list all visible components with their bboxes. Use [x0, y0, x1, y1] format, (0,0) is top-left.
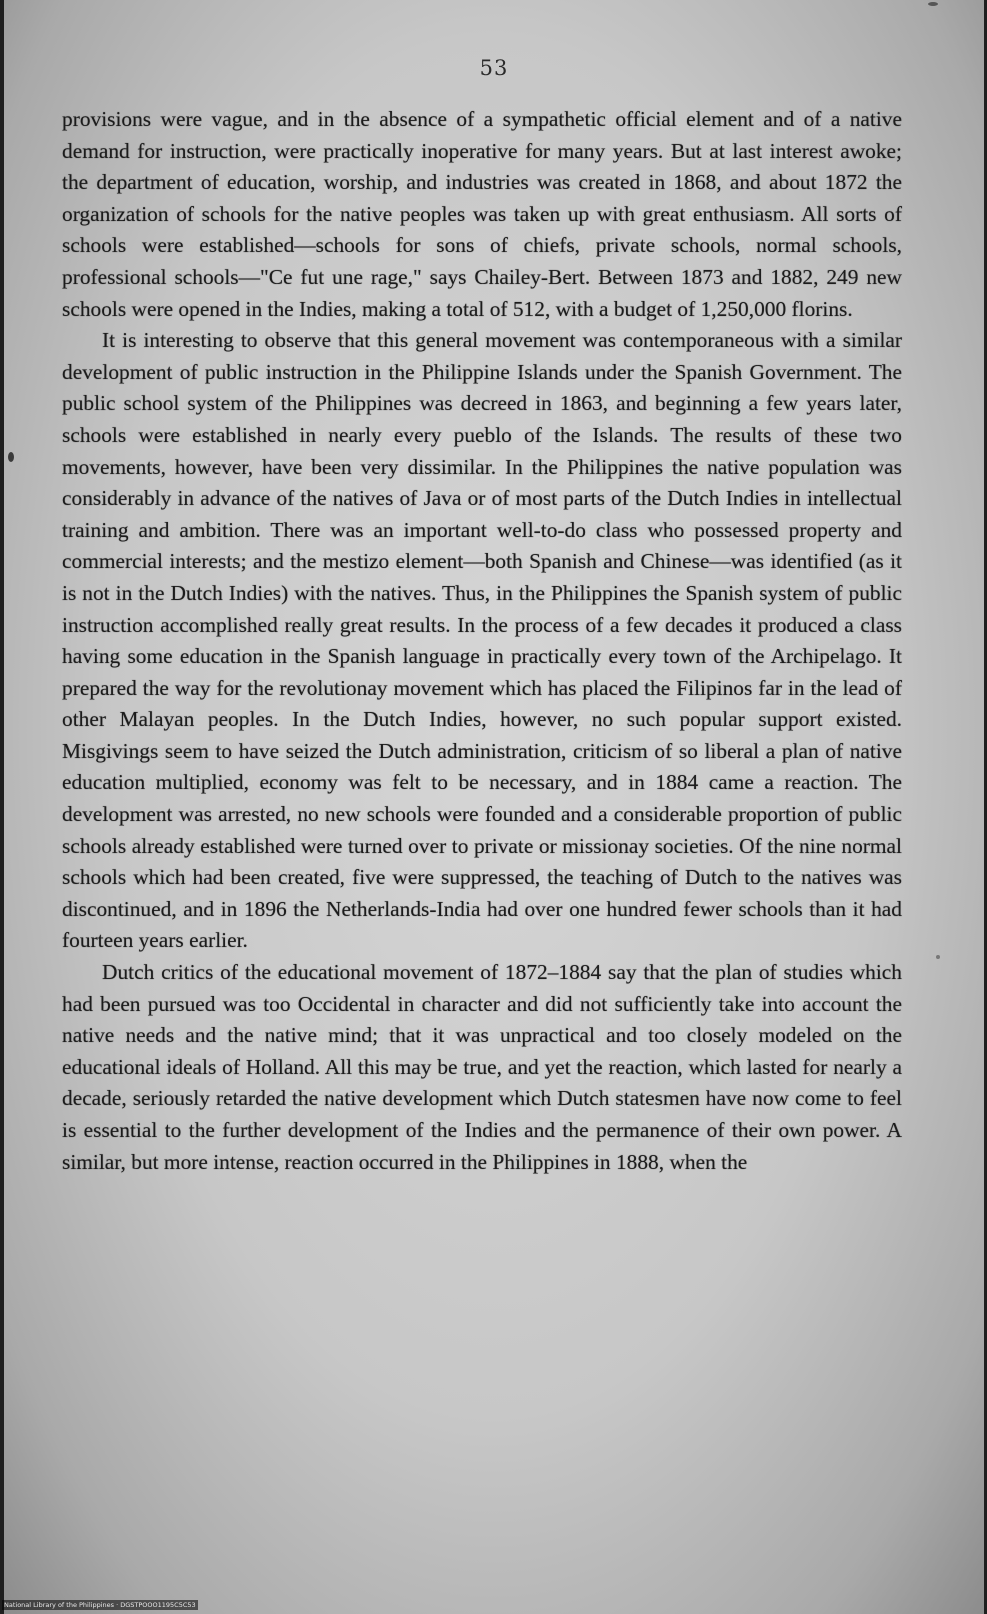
page-number: 53	[479, 56, 509, 80]
paragraph-1: provisions were vague, and in the absence of a sympathetic official element and of a native demand for instruction, were practically inoperative for many years. But at last interest awoke; the department of education, worship, and industries was created in 1868, and about 1872 the organization of schools for the native peoples was taken up with great enthusiasm. All sorts of schools were established—schools for sons of chiefs, private schools, normal schools, professional schools—"Ce fut une rage," says Chailey-Bert. Between 1873 and 1882, 249 new schools were opened in the Indies, making a total of 512, with a budget of 1,250,000 florins.	[62, 107, 902, 321]
body-text	[62, 104, 902, 1178]
scanned-page	[4, 0, 984, 1614]
paragraph-2: It is interesting to observe that this general movement was contemporaneous with a similar development of public instruction in the Philippine Islands under the Spanish Government. The public school system of the Philippines was decreed in 1863, and beginning a few years later, schools were established in nearly every pueblo of the Islands. The results of these two movements, however, have been very dissimilar. In the Philippines the native population was considerably in advance of the natives of Java or of most parts of the Dutch Indies in intellectual training and ambition. There was an important well-to-do class who possessed property and commercial interests; and the mestizo element—both Spanish and Chinese—was identified (as it is not in the Dutch Indies) with the natives. Thus, in the Philippines the Spanish system of public instruction accomplished really great results. In the process of a few decades it produced a class having some education in the Spanish language in practically every town of the Archipelago. It prepared the way for the revolutionay movement which has placed the Filipinos far in the lead of other Malayan peoples. In the Dutch Indies, however, no such popular support existed. Misgivings seem to have seized the Dutch administration, criticism of so liberal a plan of native education multiplied, economy was felt to be necessary, and in 1884 came a reaction. The development was arrested, no new schools were founded and a considerable proportion of public schools already established were turned over to private or missionay societies. Of the nine normal schools which had been created, five were suppressed, the teaching of Dutch to the natives was discontinued, and in 1896 the Netherlands-India had over one hundred fewer schools than it had fourteen years earlier.	[62, 328, 902, 953]
paragraph-3: Dutch critics of the educational movement of 1872–1884 say that the plan of studies which had been pursued was too Occidental in character and did not sufficiently take into account the native needs and the native mind; that it was unpractical and too closely modeled on the educational ideals of Holland. All this may be true, and yet the reaction, which lasted for nearly a decade, seriously retarded the native development which Dutch statesmen have now come to feel is essential to the further development of the Indies and the permanence of their own power. A similar, but more intense, reaction occurred in the Philippines in 1888, when the	[62, 960, 902, 1174]
scan-speck	[936, 955, 940, 959]
scan-speck	[8, 452, 14, 462]
library-credit: National Library of the Philippines · DGSTPOOO1195C5C53	[4, 1601, 196, 1609]
scan-speck	[928, 2, 938, 6]
